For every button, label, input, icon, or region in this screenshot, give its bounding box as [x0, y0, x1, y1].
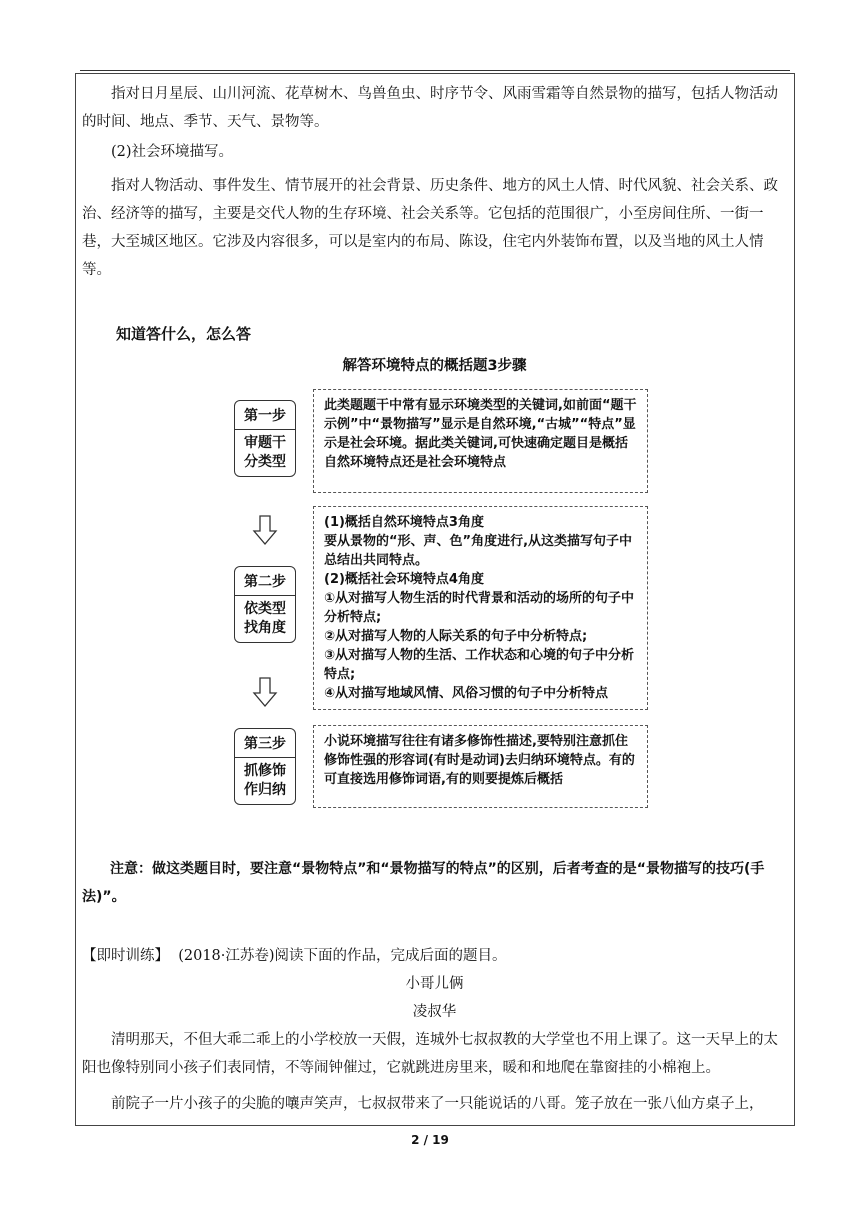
step2-line: (2)概括社会环境特点4角度: [324, 572, 484, 587]
diagram-title: 解答环境特点的概括题3步骤: [342, 358, 527, 374]
step3-label: 第三步: [235, 729, 295, 758]
step1-text: 此类题题干中常有显示环境类型的关键词,如前面“题干示例”中“景物描写”显示是自然环境,“古城”“特点”显示是社会环境。据此类关键词,可快速确定题目是概括自然环境特点还是社会环境特点: [324, 398, 637, 470]
step2-content: [313, 506, 648, 710]
page-number: 2 / 19: [411, 1133, 449, 1147]
story-author: 凌叔华: [412, 1004, 457, 1020]
story-paragraph: 清明那天，不但大乖二乖上的小学校放一天假，连城外七叔叔教的大学堂也不用上课了。这一天早上的太阳也像特别同小孩子们表同情，不等闹钟催过，它就跳进房里来，暖和和地爬在靠窗挂的小棉袍上。: [82, 1032, 778, 1076]
step3-sub: 抓修饰 作归纳: [244, 763, 286, 798]
step2-line: (1)概括自然环境特点3角度: [324, 515, 484, 530]
section-heading: 知道答什么，怎么答: [116, 325, 252, 343]
step1-sub: 审题干 分类型: [244, 435, 286, 470]
header-rule: [80, 70, 790, 71]
step2-line: ③从对描写人物的生活、工作状态和心境的句子中分析特点;: [324, 648, 635, 682]
step2-sub: 依类型 找角度: [244, 601, 286, 636]
exercise-line: [82, 942, 787, 970]
step2-line: ①从对描写人物生活的时代背景和活动的场所的句子中分析特点;: [324, 591, 635, 625]
social-env-heading: (2)社会环境描写。: [111, 144, 234, 160]
step1-box: [234, 400, 296, 477]
exercise-intro: (2018·江苏卷)阅读下面的作品，完成后面的题目。: [178, 948, 507, 964]
step2-line: ④从对描写地域风情、风俗习惯的句子中分析特点: [324, 686, 609, 701]
step2-label: 第二步: [235, 567, 295, 596]
natural-env-paragraph: 指对日月星辰、山川河流、花草树木、鸟兽鱼虫、时序节令、风雨雪霜等自然景物的描写，包括人物活动的时间、地点、季节、天气、景物等。: [82, 86, 778, 130]
story-title: 小哥儿俩: [405, 976, 464, 992]
step1-label: 第一步: [235, 401, 295, 430]
step2-box: [234, 566, 296, 643]
down-arrow-icon: [252, 677, 278, 707]
step1-content: [313, 389, 648, 493]
step2-line: 要从景物的“形、声、色”角度进行,从这类描写句子中总结出共同特点。: [324, 534, 633, 568]
step3-box: [234, 728, 296, 805]
note-paragraph: 注意：做这类题目时，要注意“景物特点”和“景物描写的特点”的区别，后者考查的是“景物描写的技巧(手法)”。: [82, 861, 765, 905]
step3-text: 小说环境描写往往有诸多修饰性描述,要特别注意抓住修饰性强的形容词(有时是动词)去归纳环境特点。有的可直接选用修饰词语,有的则要提炼后概括: [324, 734, 635, 787]
exercise-label: 【即时训练】: [82, 948, 169, 964]
step3-content: [313, 725, 648, 808]
social-env-paragraph: 指对人物活动、事件发生、情节展开的社会背景、历史条件、地方的风土人情、时代风貌、社会关系、政治、经济等的描写，主要是交代人物的生存环境、社会关系等。它包括的范围很广，小至房间住所、一街一巷，大至城区地区。它涉及内容很多，可以是室内的布局、陈设，住宅内外装饰布置，以及当地的风土人情等。: [82, 178, 778, 278]
down-arrow-icon: [252, 515, 278, 545]
step2-line: ②从对描写人物的人际关系的句子中分析特点;: [324, 629, 588, 644]
story-paragraph: 前院子一片小孩子的尖脆的嚷声笑声，七叔叔带来了一只能说话的八哥。笼子放在一张八仙方桌子上，: [111, 1096, 764, 1112]
